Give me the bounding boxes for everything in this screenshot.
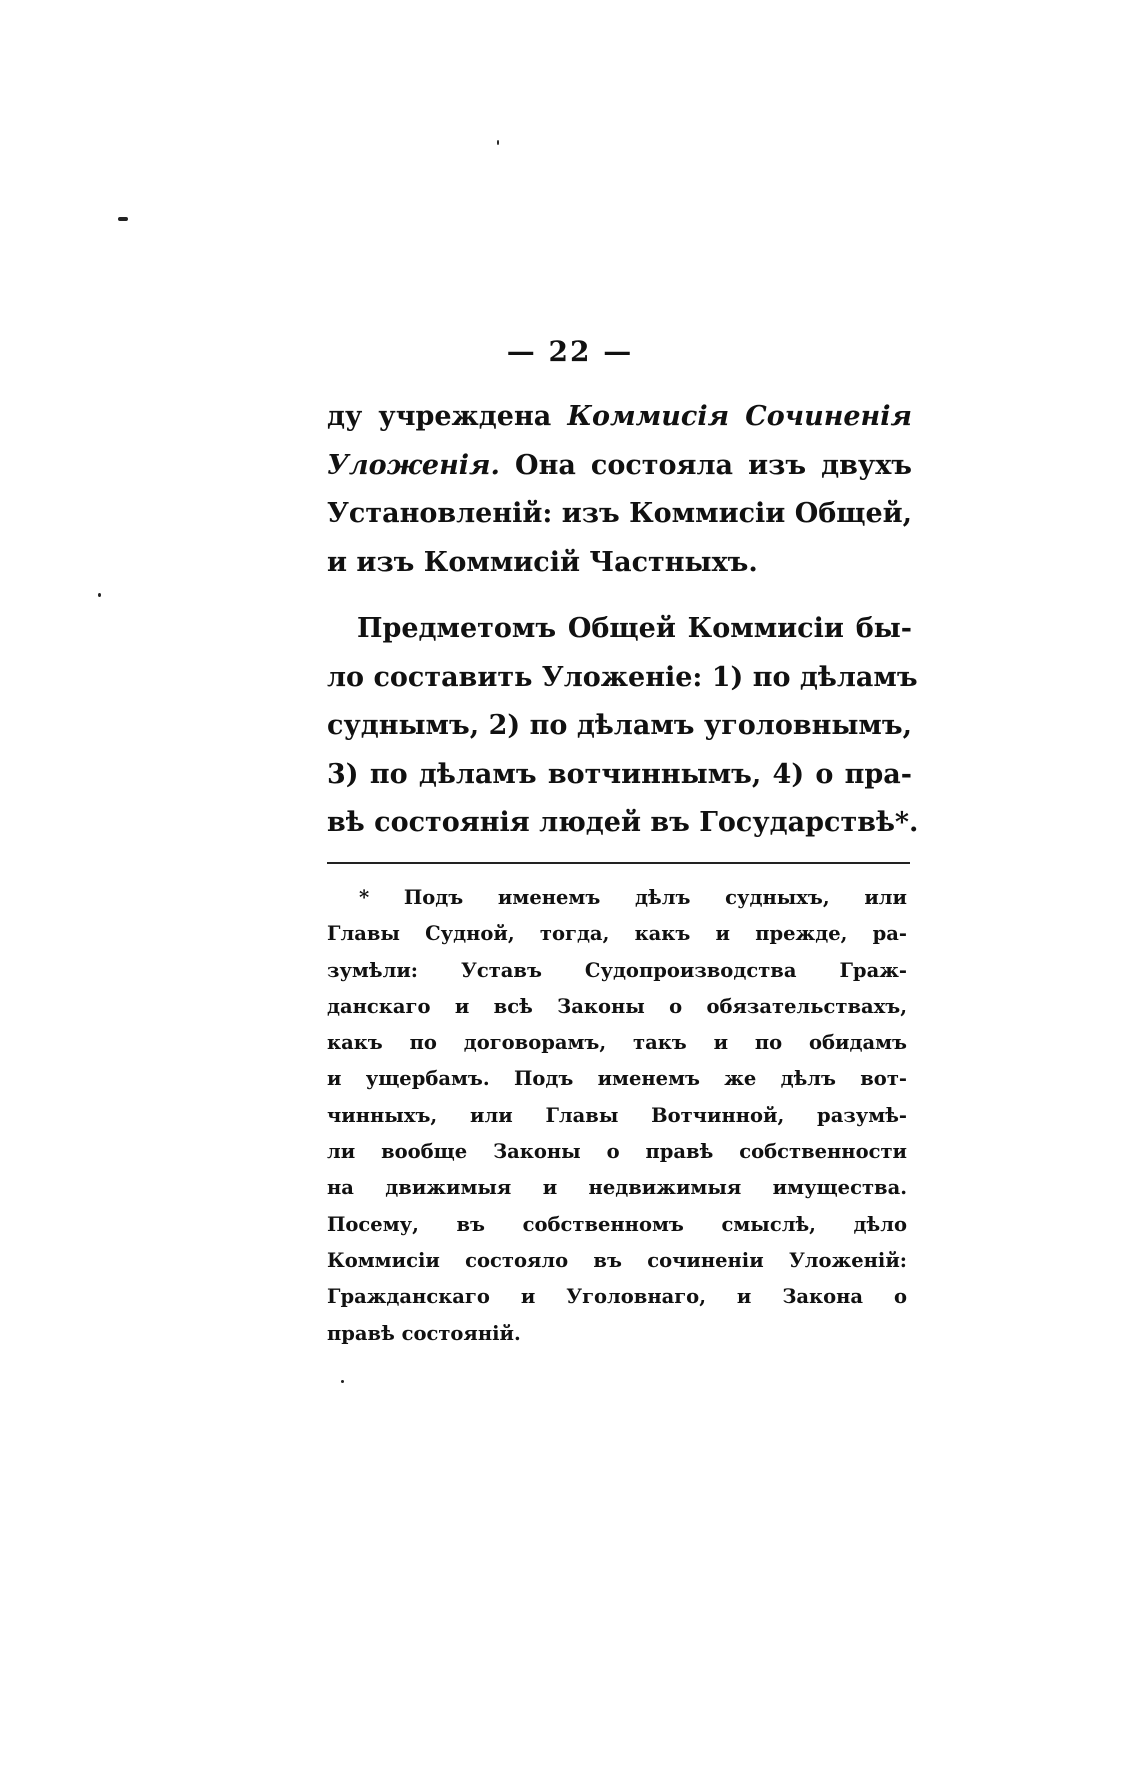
footnote-line: и ущербамъ. Подъ именемъ же дѣлъ вот- [327, 1067, 907, 1091]
text-line [327, 393, 912, 442]
footnote-line: какъ по договорамъ, такъ и по обидамъ [327, 1031, 907, 1055]
text-line: и изъ Коммисій Частныхъ. [327, 546, 758, 578]
scan-speck [118, 217, 128, 221]
footnote-line: Гражданскаго и Уголовнаго, и Закона о [327, 1285, 907, 1309]
footnote-line: на движимыя и недвижимыя имущества. [327, 1176, 907, 1200]
footnote [327, 880, 907, 1352]
text-run: ду учреждена [327, 401, 552, 432]
page-number: — 22 — [506, 335, 634, 368]
scan-speck [98, 593, 101, 597]
footnote-divider [327, 862, 910, 864]
text-line: 3) по дѣламъ вотчиннымъ, 4) о пра- [327, 758, 912, 790]
main-paragraph-2 [327, 605, 919, 848]
footnote-line: зумѣли: Уставъ Судопроизводства Граж- [327, 958, 907, 982]
text-line: суднымъ, 2) по дѣламъ уголовнымъ, [327, 710, 912, 741]
scan-speck [497, 140, 499, 145]
footnote-line: ли вообще Законы о правѣ собственности [327, 1140, 907, 1164]
scan-speck [341, 1380, 344, 1383]
text-line: ло составить Уложеніе: 1) по дѣламъ [327, 661, 918, 693]
main-paragraph-1 [327, 393, 912, 587]
footnote-line: данскаго и всѣ Законы о обязательствахъ, [327, 994, 907, 1018]
italic-title: Уложенія. [327, 449, 500, 481]
footnote-line: чинныхъ, или Главы Вотчинной, разумѣ- [327, 1103, 907, 1127]
text-line [327, 442, 912, 491]
footnote-line: Коммисіи состояло въ сочиненіи Уложеній: [327, 1248, 907, 1272]
footnote-line: Посему, въ собственномъ смыслѣ, дѣло [327, 1212, 907, 1236]
footnote-line: правѣ состояній. [327, 1321, 521, 1345]
footnote-line: * Подъ именемъ дѣлъ судныхъ, или [359, 886, 907, 909]
text-line: вѣ состоянія людей въ Государствѣ*. [327, 807, 919, 838]
text-line: Установленій: изъ Коммисіи Общей, [327, 498, 913, 529]
footnote-line: Главы Судной, тогда, какъ и прежде, ра- [327, 922, 907, 946]
text-line: Предметомъ Общей Коммисіи бы- [357, 613, 912, 644]
italic-title: Коммисія Сочиненія [567, 401, 912, 432]
text-run: Она состояла изъ двухъ [515, 449, 912, 481]
